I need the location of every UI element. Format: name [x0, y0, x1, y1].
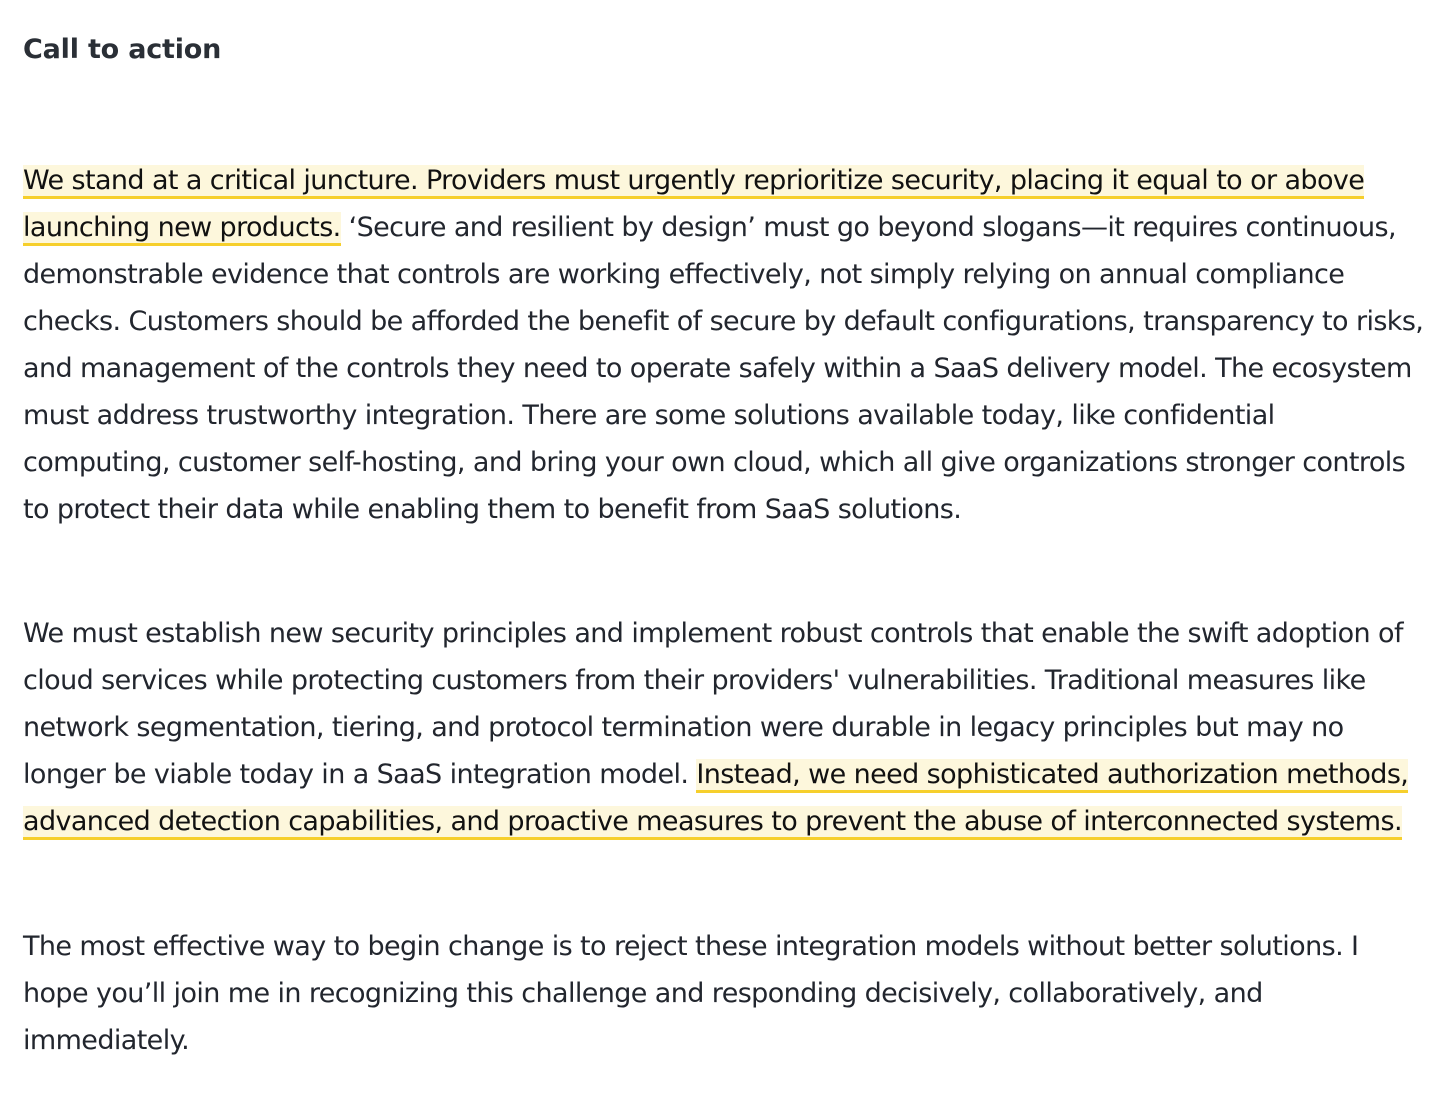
paragraph-1-line: demonstrable evidence that controls are working effectively, not simply relying on annual compliance: [23, 259, 1345, 290]
body-text: longer be viable today in a SaaS integration model.: [23, 759, 697, 790]
highlighted-text[interactable]: Instead, we need sophisticated authorization methods,: [696, 759, 1408, 793]
paragraph-2-line: cloud services while protecting customers from their providers' vulnerabilities. Traditional measures like: [23, 665, 1366, 696]
paragraph-3-line: hope you’ll join me in recognizing this challenge and responding decisively, collaboratively, and: [23, 978, 1263, 1009]
highlighted-text[interactable]: launching new products.: [23, 212, 341, 246]
section-heading: Call to action: [23, 34, 222, 65]
paragraph-2-line: [23, 798, 1456, 845]
paragraph-2: [23, 610, 1456, 845]
highlighted-text[interactable]: advanced detection capabilities, and proactive measures to prevent the abuse of interconnected systems.: [23, 806, 1402, 840]
paragraph-2-line: network segmentation, tiering, and protocol termination were durable in legacy principles but may no: [23, 712, 1344, 743]
paragraph-1-line: [23, 204, 1456, 251]
paragraph-1-line: to protect their data while enabling them to benefit from SaaS solutions.: [23, 494, 962, 525]
paragraph-3-line: The most effective way to begin change is to reject these integration models without better solutions. I: [23, 931, 1359, 962]
paragraph-1-line: [23, 157, 1456, 204]
paragraph-1-line: must address trustworthy integration. There are some solutions available today, like confidential: [23, 400, 1275, 431]
paragraph-1: [23, 157, 1456, 533]
paragraph-1-line: computing, customer self-hosting, and bring your own cloud, which all give organizations stronger controls: [23, 447, 1406, 478]
paragraph-2-line: [23, 751, 1456, 798]
paragraph-3-line: immediately.: [23, 1025, 190, 1056]
paragraph-1-line: checks. Customers should be afforded the benefit of secure by default configurations, transparency to risks,: [23, 306, 1424, 337]
paragraph-1-line: and management of the controls they need to operate safely within a SaaS delivery model. The ecosystem: [23, 353, 1412, 384]
paragraph-3: [23, 923, 1456, 1064]
body-text: ‘Secure and resilient by design’ must go beyond slogans—it requires continuous,: [340, 212, 1396, 243]
highlighted-text[interactable]: We stand at a critical juncture. Providers must urgently reprioritize security, placing it equal to or above: [23, 165, 1364, 199]
paragraph-2-line: We must establish new security principles and implement robust controls that enable the swift adoption of: [23, 618, 1403, 649]
